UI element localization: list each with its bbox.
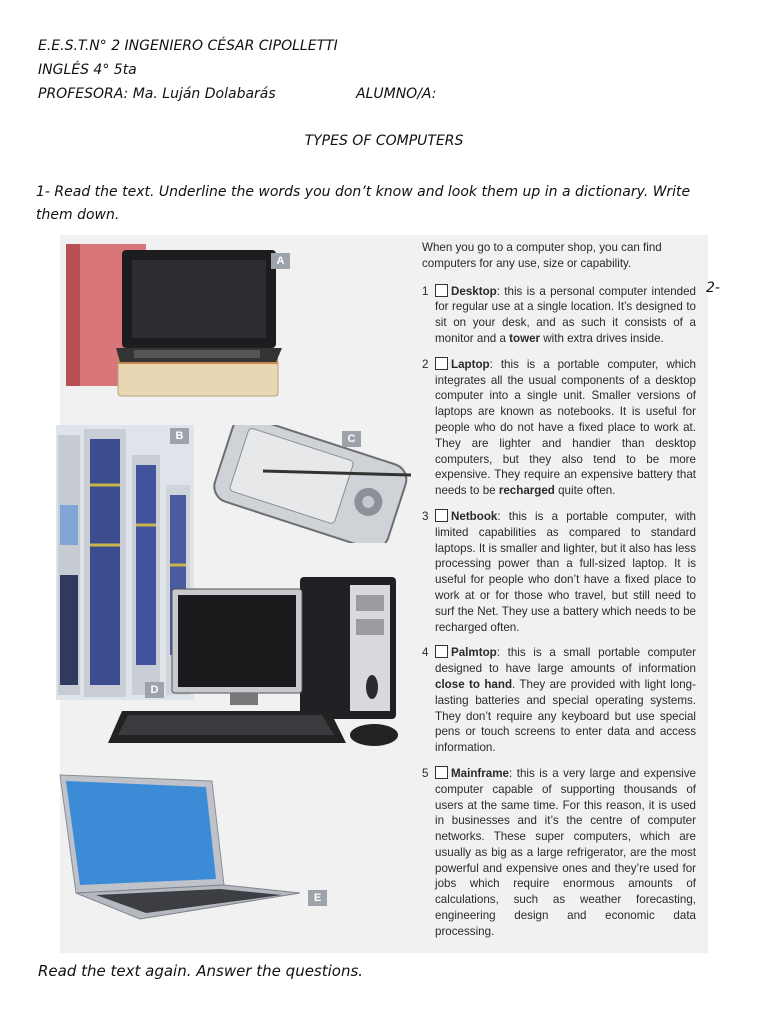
item-term: Netbook bbox=[451, 509, 498, 523]
item-term: Mainframe bbox=[451, 766, 509, 780]
image-tag-d: D bbox=[145, 682, 164, 698]
laptop-image bbox=[56, 773, 304, 923]
item-term: Laptop bbox=[451, 357, 490, 371]
checkbox[interactable] bbox=[435, 357, 448, 370]
item-text: : this is a very large and expensive computer capable of supporting thousands of users at the same time. For this reason, it is used in businesses and it’s the centre of computer networks. These super computers, which are usually as big as a large refrigerator, are the most powerful and expensive ones and they’re used for jobs which require enormous amounts of calculations, such as weather forecasting, engineering design and economic data processing. bbox=[435, 766, 696, 938]
item-number: 2 bbox=[422, 357, 429, 371]
checkbox[interactable] bbox=[435, 766, 448, 779]
list-item bbox=[422, 509, 696, 635]
item-number: 1 bbox=[422, 284, 429, 298]
list-item bbox=[422, 766, 696, 940]
list-item bbox=[422, 284, 696, 347]
checkbox[interactable] bbox=[435, 509, 448, 522]
student-label: ALUMNO/A: bbox=[356, 86, 437, 102]
item-text: : this is a personal computer intended for regular use at a single location. It’s designed to sit on your desk, and as such it consists of a monitor and a bbox=[435, 284, 696, 345]
item-bold-word: recharged bbox=[498, 484, 555, 498]
item-text: : this is a portable computer, with limited capabilities as compared to standard laptops. It is smaller and lighter, but it also has less processing power than a full-sized laptop. It is useful for people who don’t have a fixed place to work at or for those who travel, but still need to surf the Net. They use a battery which needs to be recharged often. bbox=[435, 509, 696, 634]
netbook-image bbox=[60, 240, 282, 400]
instruction-text: 1- Read the text. Underline the words you don’t know and look them up in a dictionary. Write them down. bbox=[36, 184, 691, 223]
school-name: E.E.S.T.N° 2 INGENIERO CÉSAR CIPOLLETTI bbox=[38, 38, 338, 54]
checkbox[interactable] bbox=[435, 645, 448, 658]
desktop-image bbox=[108, 575, 402, 765]
image-tag-e: E bbox=[308, 890, 327, 906]
item-term: Palmtop bbox=[451, 646, 497, 660]
list-item bbox=[422, 645, 696, 756]
exercise-number-mark: 2- bbox=[706, 280, 720, 296]
page-title: TYPES OF COMPUTERS bbox=[304, 133, 464, 149]
item-text: : this is a portable computer, which integrates all the usual components of a desktop computer into a single unit. Smaller versions of laptops are known as notebooks. It is useful for people who do not have a fixed place to work at. They are lighter and handier than desktop computers, but they also tend to be more expensive. They require an expensive battery that needs to be bbox=[435, 357, 696, 498]
item-text-end: . They are provided with light long-lasting batteries and special operating systems. They don’t require any keyboard but use special pens or touch screens to enter data and access information. bbox=[435, 677, 696, 755]
item-bold-word: close to hand bbox=[435, 677, 513, 691]
item-text: : this is a small portable computer designed to have large amounts of information bbox=[435, 646, 696, 676]
item-bold-word: tower bbox=[509, 331, 541, 345]
reading-intro: When you go to a computer shop, you can find computers for any use, size or capability. bbox=[422, 241, 662, 270]
item-number: 3 bbox=[422, 509, 429, 523]
item-term: Desktop bbox=[451, 284, 497, 298]
list-item bbox=[422, 357, 696, 499]
item-number: 5 bbox=[422, 766, 429, 780]
course-name: INGLÉS 4° 5ta bbox=[38, 62, 137, 78]
teacher-name: PROFESORA: Ma. Luján Dolabarás bbox=[38, 86, 276, 102]
image-tag-b: B bbox=[170, 428, 189, 444]
checkbox[interactable] bbox=[435, 284, 448, 297]
item-number: 4 bbox=[422, 646, 429, 660]
footer-instruction: Read the text again. Answer the questions. bbox=[38, 962, 364, 980]
item-text-end: with extra drives inside. bbox=[540, 331, 664, 345]
palmtop-image bbox=[205, 425, 415, 543]
image-tag-a: A bbox=[271, 253, 290, 269]
image-tag-c: C bbox=[342, 431, 361, 447]
item-text-end: quite often. bbox=[554, 484, 616, 498]
reading-text bbox=[422, 240, 696, 950]
